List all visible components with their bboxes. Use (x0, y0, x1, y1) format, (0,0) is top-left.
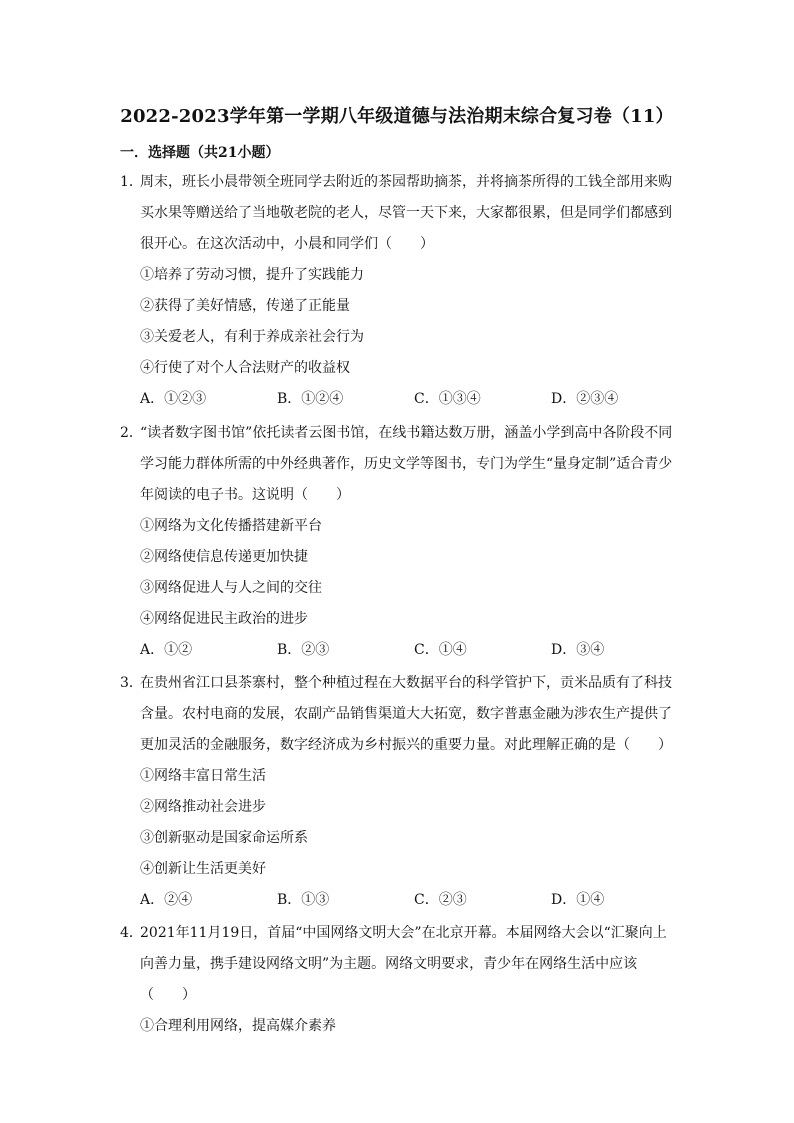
question-number: 4． (120, 925, 143, 941)
statement-3: ③创新驱动是国家命运所系 (140, 830, 308, 846)
statement-4: ④行使了对个人合法财产的收益权 (140, 360, 350, 376)
choice-a: A．②④ (140, 892, 193, 908)
answer-choices (120, 635, 680, 666)
statement-1: ①培养了劳动习惯，提升了实践能力 (140, 267, 364, 283)
statement-4: ④创新让生活更美好 (140, 861, 266, 877)
question-stem (120, 918, 680, 1011)
section-heading: 一．选择题（共21小题） (120, 145, 280, 161)
choice-d: D．②③④ (551, 391, 619, 407)
statement-4: ④网络促进民主政治的进步 (140, 611, 308, 627)
question-number: 2． (120, 425, 143, 441)
statement-2: ②网络推动社会进步 (140, 799, 266, 815)
question-4 (120, 918, 680, 1042)
statement-2: ②网络使信息传递更加快捷 (140, 549, 308, 565)
statement-1: ①合理利用网络，提高媒介素养 (140, 1018, 336, 1034)
choice-b: B．①③ (277, 892, 330, 908)
choice-c: C．②③ (414, 892, 467, 908)
answer-choices (120, 384, 680, 415)
statement-1: ①网络丰富日常生活 (140, 768, 266, 784)
choice-a: A．①②③ (140, 391, 207, 407)
statement-3: ③网络促进人与人之间的交往 (140, 580, 322, 596)
question-number: 1． (120, 174, 143, 190)
page-title: 2022-2023学年第一学期八年级道德与法治期末综合复习卷（11） (120, 106, 674, 127)
statement-1: ①网络为文化传播搭建新平台 (140, 518, 322, 534)
choice-a: A．①② (140, 642, 193, 658)
statement-3: ③关爱老人，有利于养成亲社会行为 (140, 329, 364, 345)
choice-d: D．③④ (551, 642, 605, 658)
choice-d: D．①④ (551, 892, 605, 908)
question-text: 在贵州省江口县茶寨村，整个种植过程在大数据平台的科学管护下，贡米品质有了科技含量。农村电商的发展，农副产品销售渠道大大拓宽，数字普惠金融为涉农生产提供了更加灵活的金融服务，数字经济成为乡村振兴的重要力量。对此理解正确的是（ ） (140, 675, 672, 753)
choice-b: B．①②④ (277, 391, 344, 407)
choice-c: C．①③④ (414, 391, 481, 407)
question-text: 周末，班长小晨带领全班同学去附近的茶园帮助摘茶，并将摘茶所得的工钱全部用来购买水果等赠送给了当地敬老院的老人，尽管一天下来，大家都很累，但是同学们都感到很开心。在这次活动中，小晨和同学们（ ） (140, 174, 672, 252)
choice-c: C．①④ (414, 642, 467, 658)
question-number: 3． (120, 675, 143, 691)
question-1 (120, 167, 680, 415)
choice-b: B．②③ (277, 642, 330, 658)
statement-2: ②获得了美好情感，传递了正能量 (140, 298, 350, 314)
question-stem (120, 668, 680, 761)
question-2 (120, 418, 680, 666)
question-stem (120, 167, 680, 260)
question-3 (120, 668, 680, 916)
question-text: “读者数字图书馆”依托读者云图书馆，在线书籍达数万册，涵盖小学到高中各阶段不同学习能力群体所需的中外经典著作，历史文学等图书，专门为学生“量身定制”适合青少年阅读的电子书。这说明（ ） (140, 425, 673, 503)
question-text: 2021年11月19日，首届“中国网络文明大会”在北京开幕。本届网络大会以“汇聚向上向善力量，携手建设网络文明”为主题。网络文明要求，青少年在网络生活中应该（ ） (140, 925, 667, 1003)
question-stem (120, 418, 680, 511)
answer-choices (120, 885, 680, 916)
